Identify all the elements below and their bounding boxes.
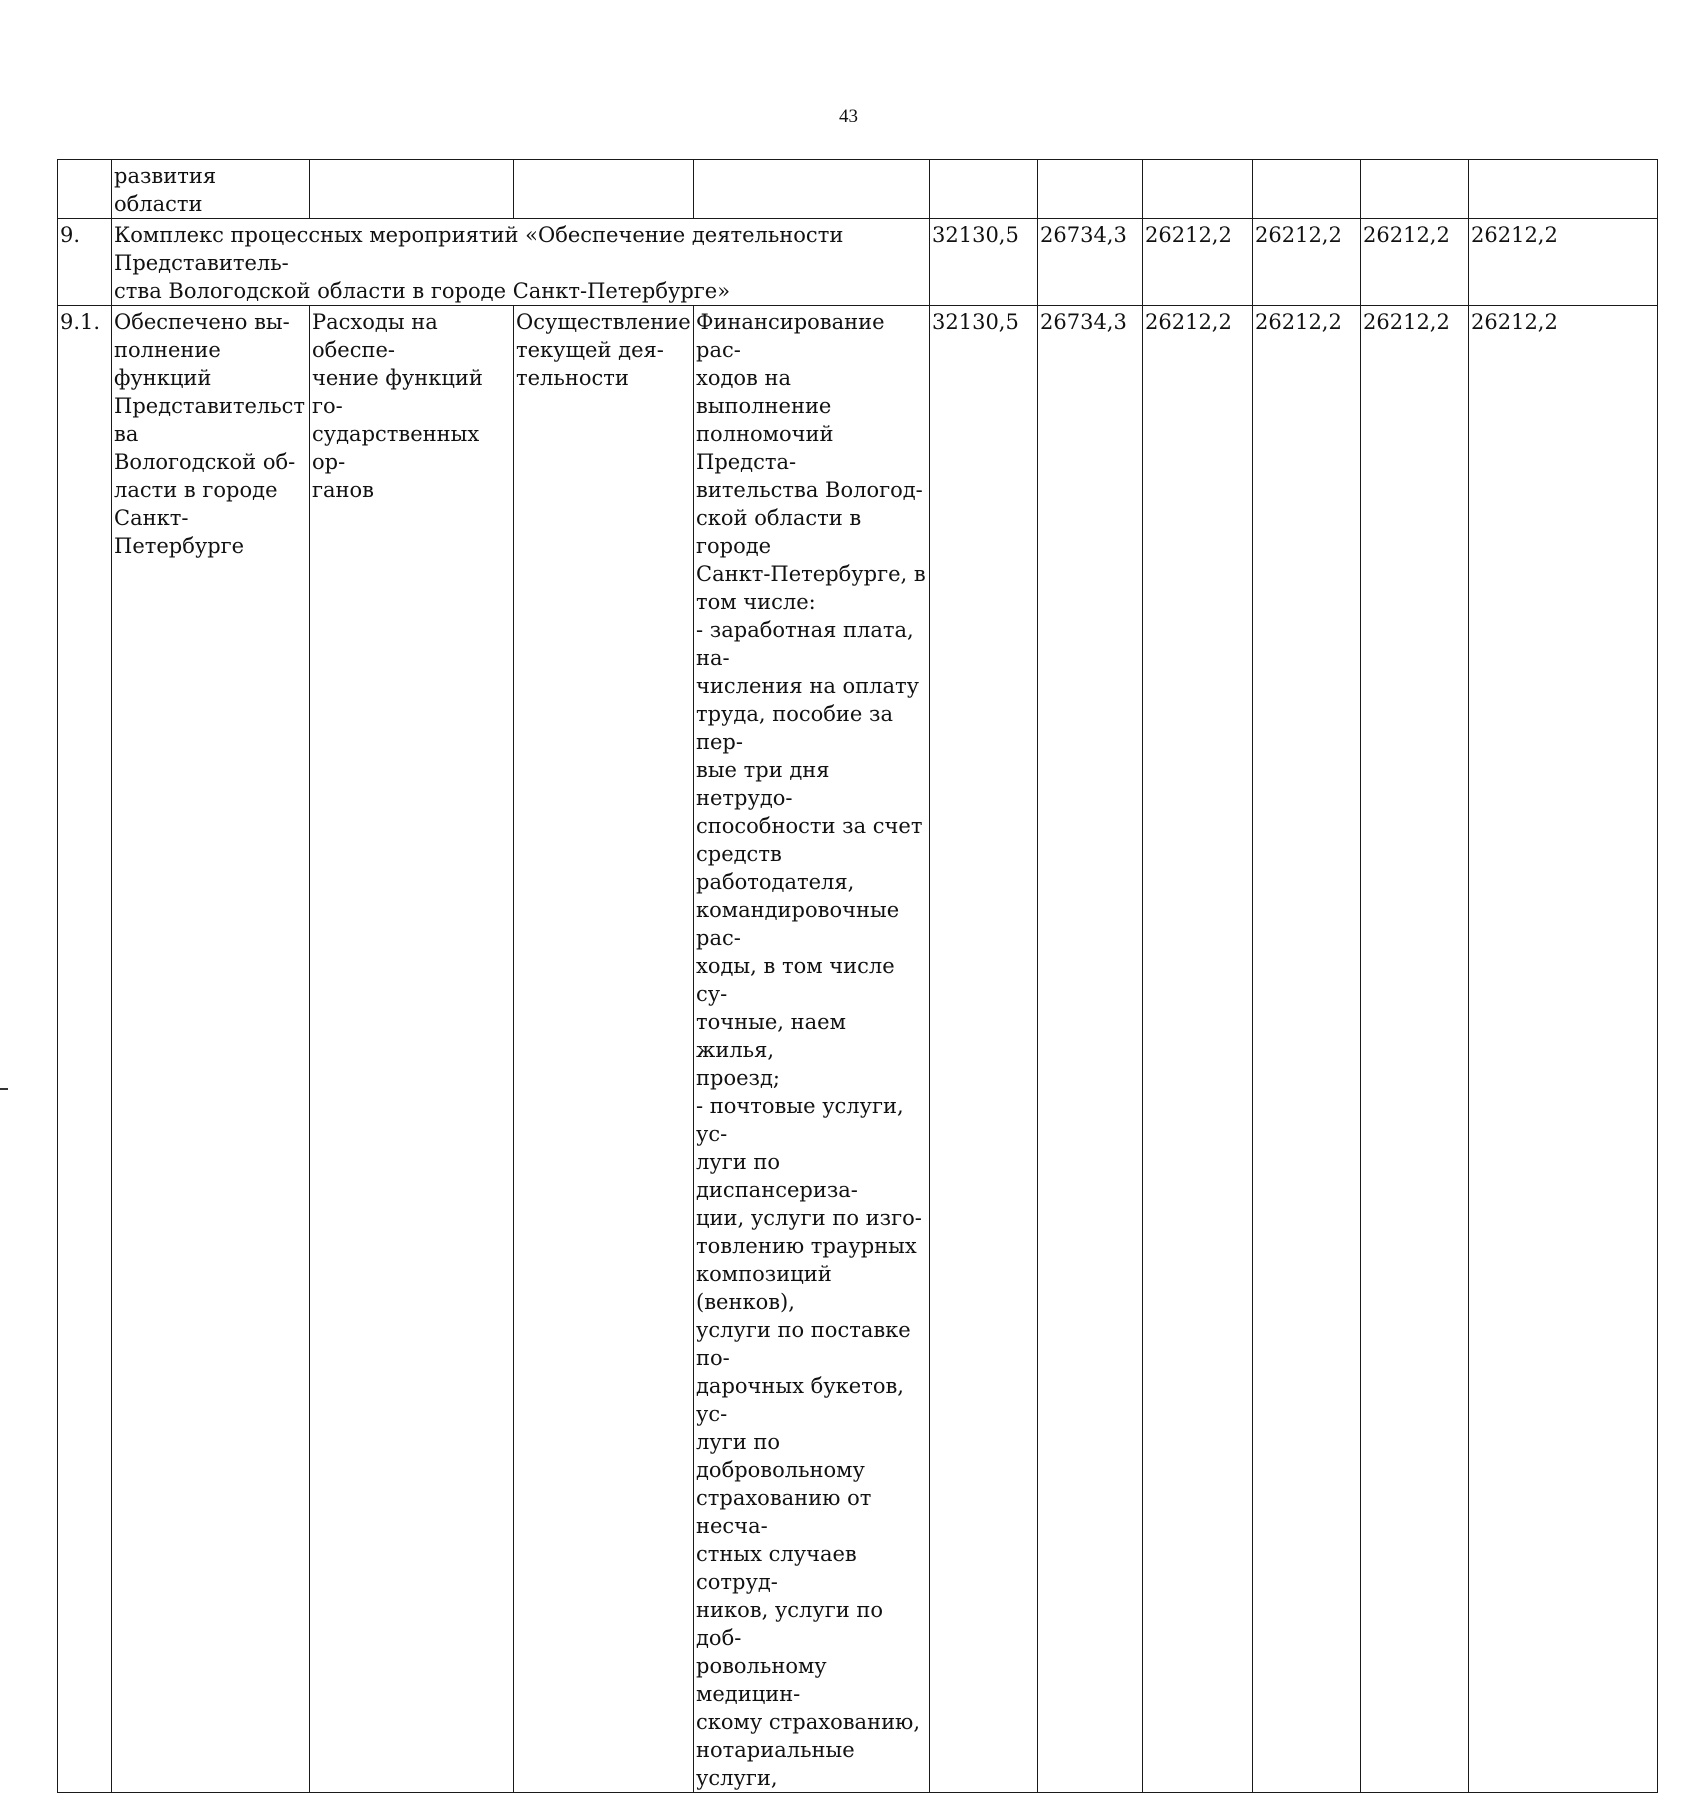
table-row [58,219,1658,306]
value-cell: 26734,3 [1038,219,1143,306]
value-cell [1143,160,1253,219]
value-cell [1361,160,1469,219]
value-cell: 26212,2 [1253,306,1361,1793]
activity-cell [514,160,694,219]
value-cell: 26212,2 [1143,219,1253,306]
value-cell: 26212,2 [1361,306,1469,1793]
value-cell [1469,160,1658,219]
value-cell: 32130,5 [930,306,1038,1793]
value-cell: 26734,3 [1038,306,1143,1793]
budget-table [57,159,1658,1793]
activity-cell: Осуществление текущей дея- тельности [514,306,694,1793]
task-cell: развития области [112,160,310,219]
expense-cell [310,160,514,219]
table-row [58,306,1658,1793]
description-cell [694,160,930,219]
value-cell: 26212,2 [1253,219,1361,306]
value-cell [1038,160,1143,219]
value-cell: 32130,5 [930,219,1038,306]
page-number: 43 [839,106,858,127]
value-cell: 26212,2 [1361,219,1469,306]
description-cell: Финансирование рас- ходов на выполнение полномочий Предста- вительства Вологод- ской области в городе Санкт-Петербурге, в том числе: - заработная плата, на- числения на оплату труда, пособие за пер- вые три дня нетрудо- способности за счет средств работодателя, командировочные рас- ходы, в том числе су- точные, наем жилья, проезд; - почтовые услуги, ус- луги по диспансериза- ции, услуги по изго- товлению траурных композиций (венков), услуги по поставке по- дарочных букетов, ус- луги по добровольному страхованию от несча- стных случаев сотруд- ников, услуги по доб- ровольному медицин- скому страхованию, нотариальные услуги, [694,306,930,1793]
complex-title-cell: Комплекс процессных мероприятий «Обеспечение деятельности Представитель- ства Вологодской области в городе Санкт-Петербурге» [112,219,930,306]
value-cell [930,160,1038,219]
row-number-cell: 9. [58,219,112,306]
task-cell: Обеспечено вы- полнение функций Представительства Вологодской об- ласти в городе Санкт-Петербурге [112,306,310,1793]
value-cell: 26212,2 [1143,306,1253,1793]
scan-mark [0,1088,8,1090]
table-row [58,160,1658,219]
row-number-cell [58,160,112,219]
row-number-cell: 9.1. [58,306,112,1793]
value-cell [1253,160,1361,219]
expense-cell: Расходы на обеспе- чение функций го- сударственных ор- ганов [310,306,514,1793]
value-cell: 26212,2 [1469,219,1658,306]
value-cell: 26212,2 [1469,306,1658,1793]
